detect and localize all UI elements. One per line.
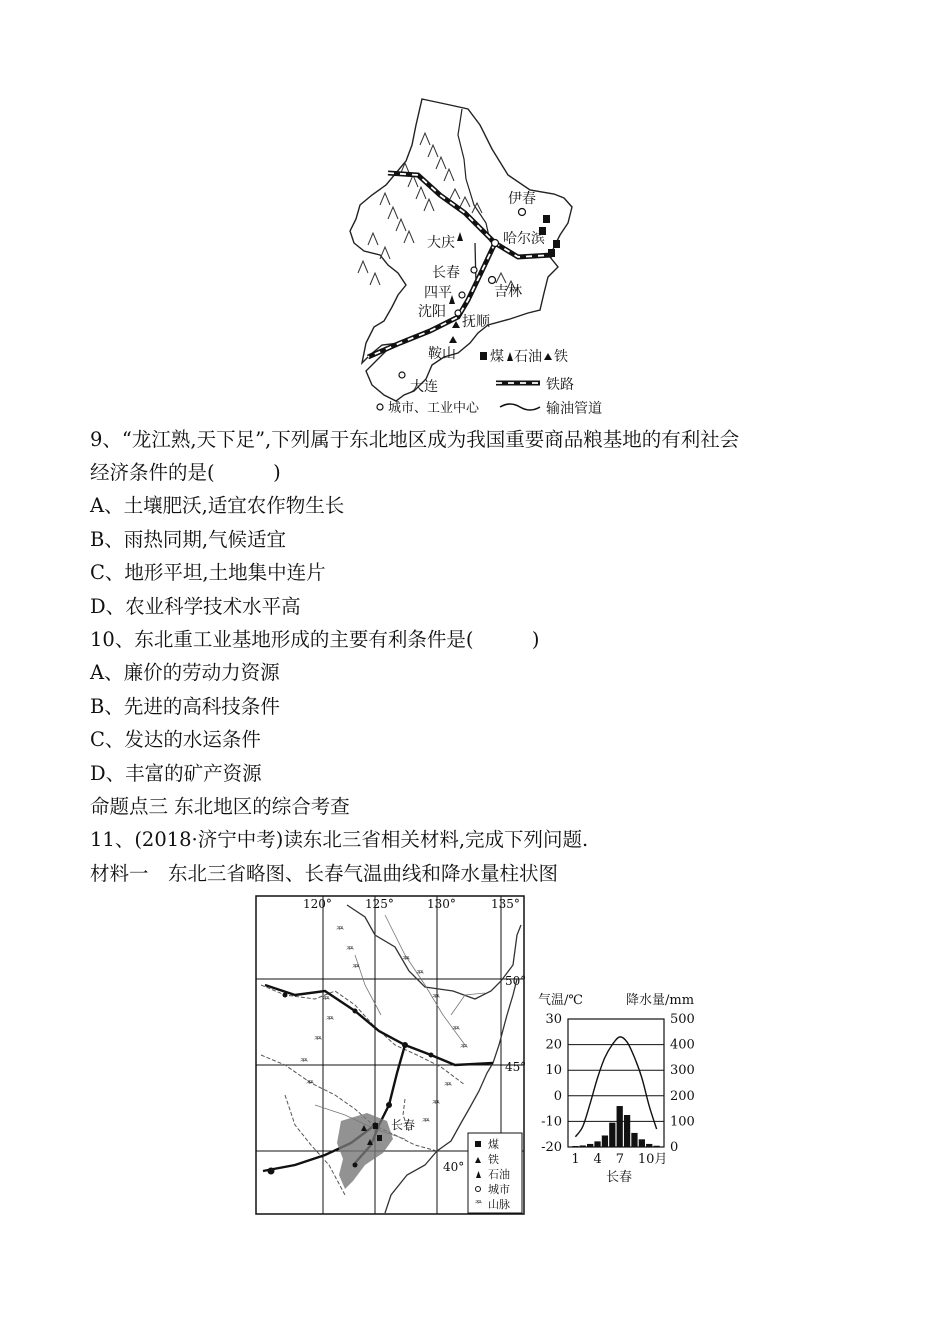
northeast-resource-map-svg [340, 95, 620, 420]
city-marker-jilin [489, 277, 496, 284]
svg-text:ᄍ: ᄍ [335, 927, 345, 938]
city-marker-dalian [399, 372, 405, 378]
q9-option-b: B、雨热同期,气候适宜 [90, 528, 287, 551]
legend-city-icon [476, 1187, 481, 1192]
legend-oil: 石油 [514, 349, 542, 365]
q9-option-d: D、农业科学技术水平高 [90, 595, 301, 618]
iron-marker [449, 336, 457, 343]
x-tick-label: 4 [593, 1152, 602, 1167]
precipitation-bar-7 [617, 1106, 623, 1147]
changchun-climate-chart [528, 985, 728, 1190]
lat-label-40: 40° [443, 1160, 465, 1174]
precipitation-bar-6 [609, 1123, 615, 1147]
climate-chart-svg [528, 985, 728, 1190]
city-marker-changchun [471, 267, 477, 273]
x-tick-label: 7 [615, 1152, 624, 1167]
precipitation-bar-10 [639, 1139, 645, 1147]
northeast-provinces-map [255, 895, 525, 1215]
legend-pipeline: 输油管道 [546, 401, 602, 417]
precipitation-bar-12 [653, 1146, 659, 1147]
city-label-changchun: 长春 [391, 1118, 416, 1132]
svg-text:ᄍ: ᄍ [431, 1101, 441, 1112]
oil-marker [457, 232, 463, 241]
svg-text:ᄍ: ᄍ [443, 1083, 453, 1094]
q10-option-d: D、丰富的矿产资源 [90, 762, 262, 785]
label-shenyang: 沈阳 [418, 304, 446, 320]
legend-iron: 铁 [554, 349, 568, 365]
label-jilin: 吉林 [494, 284, 522, 300]
left-tick-label: -20 [541, 1140, 562, 1155]
precipitation-bar-1 [572, 1146, 578, 1147]
precipitation-bar-2 [580, 1145, 586, 1147]
left-tick-label: -10 [541, 1114, 562, 1130]
coal-marker [548, 249, 555, 257]
right-tick-label: 100 [670, 1114, 695, 1130]
left-tick-label: 20 [545, 1037, 562, 1053]
svg-text:ᄍ: ᄍ [401, 957, 411, 968]
svg-text:ᄍ: ᄍ [345, 947, 355, 958]
coal-legend-icon [480, 352, 487, 360]
legend-coal: 煤 [490, 349, 504, 365]
precipitation-bar-11 [646, 1144, 652, 1147]
svg-text:ᄍ: ᄍ [459, 1045, 469, 1056]
right-tick-label: 400 [670, 1037, 695, 1053]
svg-text:ᄍ: ᄍ [305, 1081, 315, 1092]
left-tick-label: 10 [545, 1063, 562, 1079]
northeast-provinces-map-svg [255, 895, 525, 1215]
right-axis-label: 降水量/mm [626, 993, 695, 1008]
svg-text:ᄍ: ᄍ [299, 1059, 309, 1070]
precipitation-bar-5 [602, 1135, 608, 1147]
label-fushun: 抚顺 [462, 314, 490, 330]
label-harbin: 哈尔滨 [503, 231, 545, 247]
q11-material1: 材料一 东北三省略图、长春气温曲线和降水量柱状图 [90, 862, 559, 885]
x-tick-label: 10月 [637, 1152, 668, 1167]
q11-stem: 11、(2018·济宁中考)读东北三省相关材料,完成下列问题. [90, 828, 589, 851]
svg-text:ᄍ: ᄍ [321, 997, 331, 1008]
map2-legend-mountain: 山脉 [488, 1198, 510, 1211]
label-daqing: 大庆 [427, 235, 455, 251]
left-tick-label: 30 [545, 1012, 562, 1027]
chart-title: 长春 [606, 1170, 633, 1185]
label-yichun: 伊春 [508, 191, 536, 207]
right-tick-label: 300 [670, 1063, 695, 1079]
svg-text:ᄍ: ᄍ [451, 1027, 461, 1038]
right-tick-label: 500 [670, 1012, 695, 1027]
q10-option-b: B、先进的高科技条件 [90, 695, 280, 718]
coal-marker [543, 215, 550, 223]
label-dalian: 大连 [410, 379, 438, 395]
lon-label-125: 125° [365, 897, 394, 911]
map2-legend-iron: 铁 [488, 1153, 499, 1166]
label-changchun: 长春 [432, 265, 460, 281]
x-tick-label: 1 [571, 1152, 580, 1167]
map2-legend [468, 1133, 522, 1213]
legend-mountain-icon: ᄍ [474, 1201, 483, 1211]
svg-text:ᄍ: ᄍ [415, 971, 425, 982]
city-marker-yichun [519, 209, 526, 216]
lat-label-45: 45° [505, 1060, 525, 1074]
label-anshan: 鞍山 [428, 346, 456, 362]
lon-label-135: 135° [491, 897, 520, 911]
coal-marker [553, 240, 560, 248]
q10-stem: 10、东北重工业基地形成的主要有利条件是( ) [90, 628, 540, 651]
svg-text:ᄍ: ᄍ [313, 1037, 323, 1048]
q9-option-c: C、地形平坦,土地集中连片 [90, 561, 326, 584]
lon-label-130: 130° [427, 897, 456, 911]
map2-legend-coal: 煤 [488, 1138, 499, 1151]
pipeline-legend-icon [500, 404, 540, 410]
northeast-resource-map [340, 95, 620, 420]
q10-option-a: A、廉价的劳动力资源 [90, 661, 280, 684]
svg-text:ᄍ: ᄍ [431, 995, 441, 1006]
city-marker-harbin [492, 240, 499, 247]
svg-text:ᄍ: ᄍ [351, 965, 361, 976]
svg-text:ᄍ: ᄍ [421, 1119, 431, 1130]
lon-label-120: 120° [303, 897, 332, 911]
precipitation-bar-9 [631, 1133, 637, 1147]
legend-railway: 铁路 [546, 377, 574, 393]
left-axis-label: 气温/℃ [538, 993, 583, 1008]
section-heading: 命题点三 东北地区的综合考查 [90, 795, 350, 818]
q9-stem-line2: 经济条件的是( ) [90, 461, 281, 484]
left-tick-label: 0 [553, 1088, 562, 1104]
precipitation-bar-3 [587, 1144, 593, 1147]
precipitation-bar-8 [624, 1115, 630, 1147]
legend-coal-icon [475, 1141, 481, 1147]
city-marker-shenyang [455, 310, 461, 316]
q9-stem-line1: 9、“龙江熟,天下足”,下列属于东北地区成为我国重要商品粮基地的有利社会 [90, 428, 740, 451]
right-tick-label: 0 [670, 1140, 679, 1155]
oil-pipeline [475, 243, 476, 285]
right-tick-label: 200 [670, 1088, 695, 1104]
oil-legend-icon [507, 352, 513, 361]
label-siping: 四平 [424, 285, 452, 301]
q10-option-c: C、发达的水运条件 [90, 728, 261, 751]
iron-legend-icon [544, 353, 552, 360]
svg-text:ᄍ: ᄍ [325, 1017, 335, 1028]
legend-city: 城市、工业中心 [388, 401, 480, 416]
lat-label-50: 50° [505, 974, 525, 988]
city-legend-icon [377, 404, 383, 410]
q9-option-a: A、土壤肥沃,适宜农作物生长 [90, 494, 345, 517]
precipitation-bar-4 [594, 1141, 600, 1147]
map2-legend-city: 城市 [488, 1183, 510, 1196]
city-marker-siping [459, 292, 465, 298]
map2-legend-oil: 石油 [488, 1168, 510, 1181]
